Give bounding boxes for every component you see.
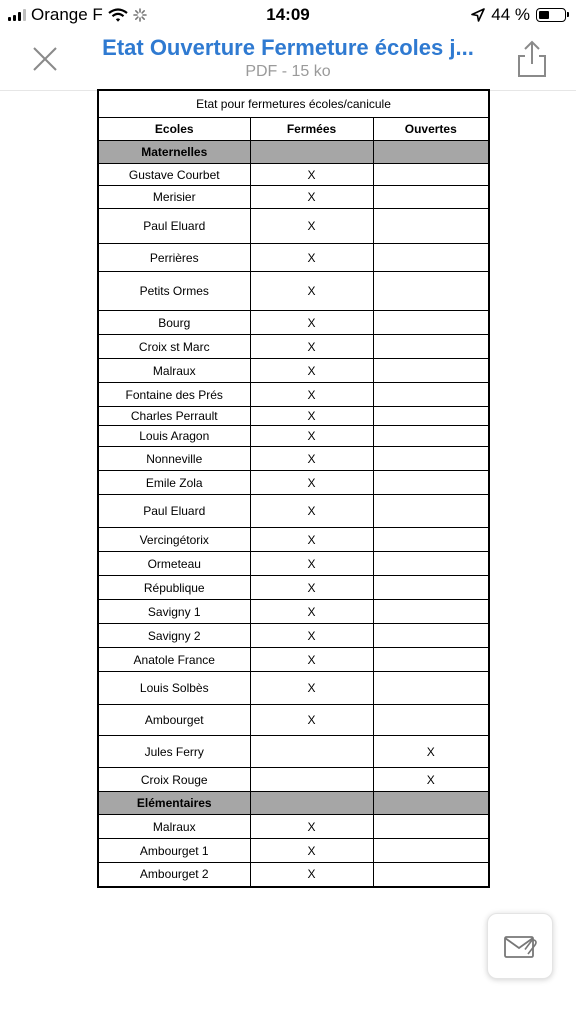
school-cell: Malraux [98,359,250,383]
open-cell [373,705,489,736]
close-icon[interactable] [30,44,60,74]
school-cell: Louis Aragon [98,426,250,447]
table-row [98,672,489,705]
closed-cell: X [250,528,373,552]
school-cell: Ambourget 1 [98,839,250,863]
school-cell: Jules Ferry [98,736,250,768]
column-header-schools: Ecoles [98,118,250,141]
closed-cell: X [250,471,373,495]
closed-cell: X [250,209,373,244]
open-cell [373,528,489,552]
school-cell: Gustave Courbet [98,164,250,186]
location-arrow-icon [471,8,485,22]
table-row [98,863,489,887]
closed-cell: X [250,335,373,359]
open-cell [373,272,489,311]
status-time: 14:09 [266,5,310,24]
school-cell: Ormeteau [98,552,250,576]
closed-cell: X [250,244,373,272]
open-cell [373,407,489,426]
battery-label: 44 % [491,5,530,24]
school-cell: Paul Eluard [98,495,250,528]
open-cell [373,359,489,383]
closed-cell: X [250,272,373,311]
closed-cell: X [250,672,373,705]
school-cell: Emile Zola [98,471,250,495]
table-row [98,359,489,383]
table-row [98,311,489,335]
open-cell [373,839,489,863]
table-row [98,736,489,768]
battery-icon [536,8,566,22]
closed-cell: X [250,495,373,528]
closed-cell: X [250,426,373,447]
section-cell-empty [373,792,489,815]
table-row [98,624,489,648]
open-cell [373,648,489,672]
school-cell: Paul Eluard [98,209,250,244]
open-cell [373,600,489,624]
school-cell: Savigny 2 [98,624,250,648]
open-cell [373,186,489,209]
open-cell [373,576,489,600]
open-cell: X [373,768,489,792]
closed-cell: X [250,624,373,648]
table-row [98,768,489,792]
school-cell: Perrières [98,244,250,272]
table-row [98,705,489,736]
table-row [98,244,489,272]
share-icon[interactable] [514,40,550,78]
closed-cell: X [250,648,373,672]
closed-cell [250,736,373,768]
closed-cell: X [250,839,373,863]
table-row [98,407,489,426]
table-body [98,141,489,887]
table-row [98,600,489,624]
column-header-open: Ouvertes [373,118,489,141]
open-cell [373,495,489,528]
status-right [471,5,566,25]
table-caption: Etat pour fermetures écoles/canicule [98,90,489,118]
pdf-document [97,89,488,888]
section-row [98,792,489,815]
mail-button[interactable] [487,913,553,979]
closed-cell: X [250,359,373,383]
open-cell: X [373,736,489,768]
open-cell [373,311,489,335]
open-cell [373,209,489,244]
table-row [98,576,489,600]
closed-cell: X [250,447,373,471]
table-row [98,815,489,839]
table-row [98,426,489,447]
table-row [98,552,489,576]
open-cell [373,447,489,471]
school-cell: Savigny 1 [98,600,250,624]
closed-cell: X [250,815,373,839]
school-cell: Ambourget [98,705,250,736]
school-cell: Bourg [98,311,250,335]
section-label: Maternelles [98,141,250,164]
table-row [98,209,489,244]
open-cell [373,672,489,705]
open-cell [373,335,489,359]
table-row [98,495,489,528]
document-title: Etat Ouverture Fermeture écoles j... [102,35,474,60]
open-cell [373,383,489,407]
status-bar [0,0,576,30]
table-row [98,335,489,359]
school-cell: République [98,576,250,600]
closed-cell: X [250,863,373,887]
school-cell: Fontaine des Prés [98,383,250,407]
school-cell: Ambourget 2 [98,863,250,887]
closed-cell: X [250,164,373,186]
closed-cell [250,768,373,792]
open-cell [373,552,489,576]
table-row [98,383,489,407]
open-cell [373,471,489,495]
open-cell [373,624,489,648]
school-cell: Croix Rouge [98,768,250,792]
school-cell: Petits Ormes [98,272,250,311]
school-cell: Vercingétorix [98,528,250,552]
section-row [98,141,489,164]
table-row [98,471,489,495]
carrier-label: Orange F [31,5,103,24]
open-cell [373,863,489,887]
open-cell [373,244,489,272]
document-header [0,30,576,91]
table-row [98,164,489,186]
section-label: Elémentaires [98,792,250,815]
column-header-closed: Fermées [250,118,373,141]
closed-cell: X [250,600,373,624]
table-row [98,528,489,552]
section-cell-empty [250,141,373,164]
open-cell [373,815,489,839]
closed-cell: X [250,705,373,736]
school-cell: Louis Solbès [98,672,250,705]
document-subtitle: PDF - 15 ko [245,63,331,80]
section-cell-empty [373,141,489,164]
open-cell [373,164,489,186]
closed-cell: X [250,383,373,407]
section-cell-empty [250,792,373,815]
open-cell [373,426,489,447]
closed-cell: X [250,552,373,576]
school-cell: Anatole France [98,648,250,672]
mail-attachment-icon [504,934,538,960]
school-cell: Nonneville [98,447,250,471]
closed-cell: X [250,407,373,426]
schools-table [97,89,490,888]
closed-cell: X [250,186,373,209]
school-cell: Croix st Marc [98,335,250,359]
table-row [98,186,489,209]
school-cell: Merisier [98,186,250,209]
school-cell: Malraux [98,815,250,839]
table-row [98,839,489,863]
closed-cell: X [250,311,373,335]
table-row [98,272,489,311]
table-row [98,447,489,471]
table-row [98,648,489,672]
closed-cell: X [250,576,373,600]
school-cell: Charles Perrault [98,407,250,426]
